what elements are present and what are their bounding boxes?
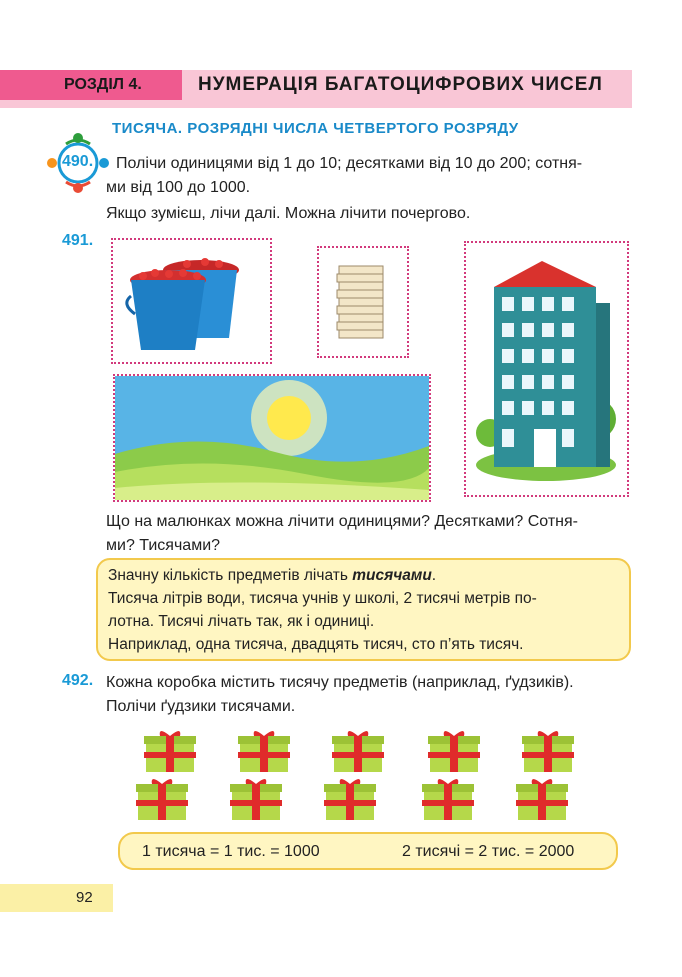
task-492-line-1: Кожна коробка містить тисячу предметів (наприклад, ґудзиків). xyxy=(106,674,574,691)
task-492-line-2: Полічи ґудзики тисячами. xyxy=(106,698,296,715)
gift-box xyxy=(332,731,384,772)
gift-box xyxy=(422,779,474,820)
task-491-line-1: Що на малюнках можна лічити одиницями? Десятками? Сотня- xyxy=(106,513,578,530)
task-490-line-2: ми від 100 до 1000. xyxy=(106,179,251,196)
task-492-number: 492. xyxy=(62,672,94,689)
equation-two-thousand: 2 тисячі = 2 тис. = 2000 xyxy=(402,843,575,860)
gift-box xyxy=(136,779,188,820)
gift-box xyxy=(238,731,290,772)
section-label: РОЗДІЛ 4. xyxy=(0,70,182,100)
task-491-number: 491. xyxy=(62,232,94,249)
info-line-1: Значну кількість предметів лічать тисячами. xyxy=(108,567,437,584)
gift-box xyxy=(230,779,282,820)
meadow-landscape-picture xyxy=(113,374,431,502)
task-490-number: 490. xyxy=(62,153,94,170)
page-number: 92 xyxy=(76,889,93,906)
equations-box xyxy=(118,832,618,870)
task-491-line-2: ми? Тисячами? xyxy=(106,537,221,554)
strawberry-buckets-picture xyxy=(111,238,272,364)
gift-box xyxy=(516,779,568,820)
page-number-band xyxy=(0,884,113,912)
gift-box xyxy=(144,731,196,772)
task-490-line-1: Полічи одиницями від 1 до 10; десятками від 10 до 200; сотня- xyxy=(116,155,583,172)
gift-box xyxy=(324,779,376,820)
equation-one-thousand: 1 тисяча = 1 тис. = 1000 xyxy=(142,843,320,860)
task-490-line-3: Якщо зумієш, лічи далі. Можна лічити почергово. xyxy=(106,205,471,222)
info-line-4: Наприклад, одна тисяча, двадцять тисяч, сто п’ять тисяч. xyxy=(108,636,524,653)
lesson-subtitle: ТИСЯЧА. РОЗРЯДНІ ЧИСЛА ЧЕТВЕРТОГО РОЗРЯДУ xyxy=(112,120,519,137)
chapter-title: НУМЕРАЦІЯ БАГАТОЦИФРОВИХ ЧИСЕЛ xyxy=(198,74,603,95)
gift-box xyxy=(428,731,480,772)
gift-boxes-grid xyxy=(130,726,590,822)
books-stack-picture xyxy=(317,246,409,358)
info-line-3: лотна. Тисячі лічать так, як і одиниці. xyxy=(108,613,375,630)
gift-box xyxy=(522,731,574,772)
info-line-2: Тисяча літрів води, тисяча учнів у школі, 2 тисячі метрів по- xyxy=(108,590,537,607)
apartment-building-picture xyxy=(464,241,629,497)
rule-info-box xyxy=(96,558,631,661)
